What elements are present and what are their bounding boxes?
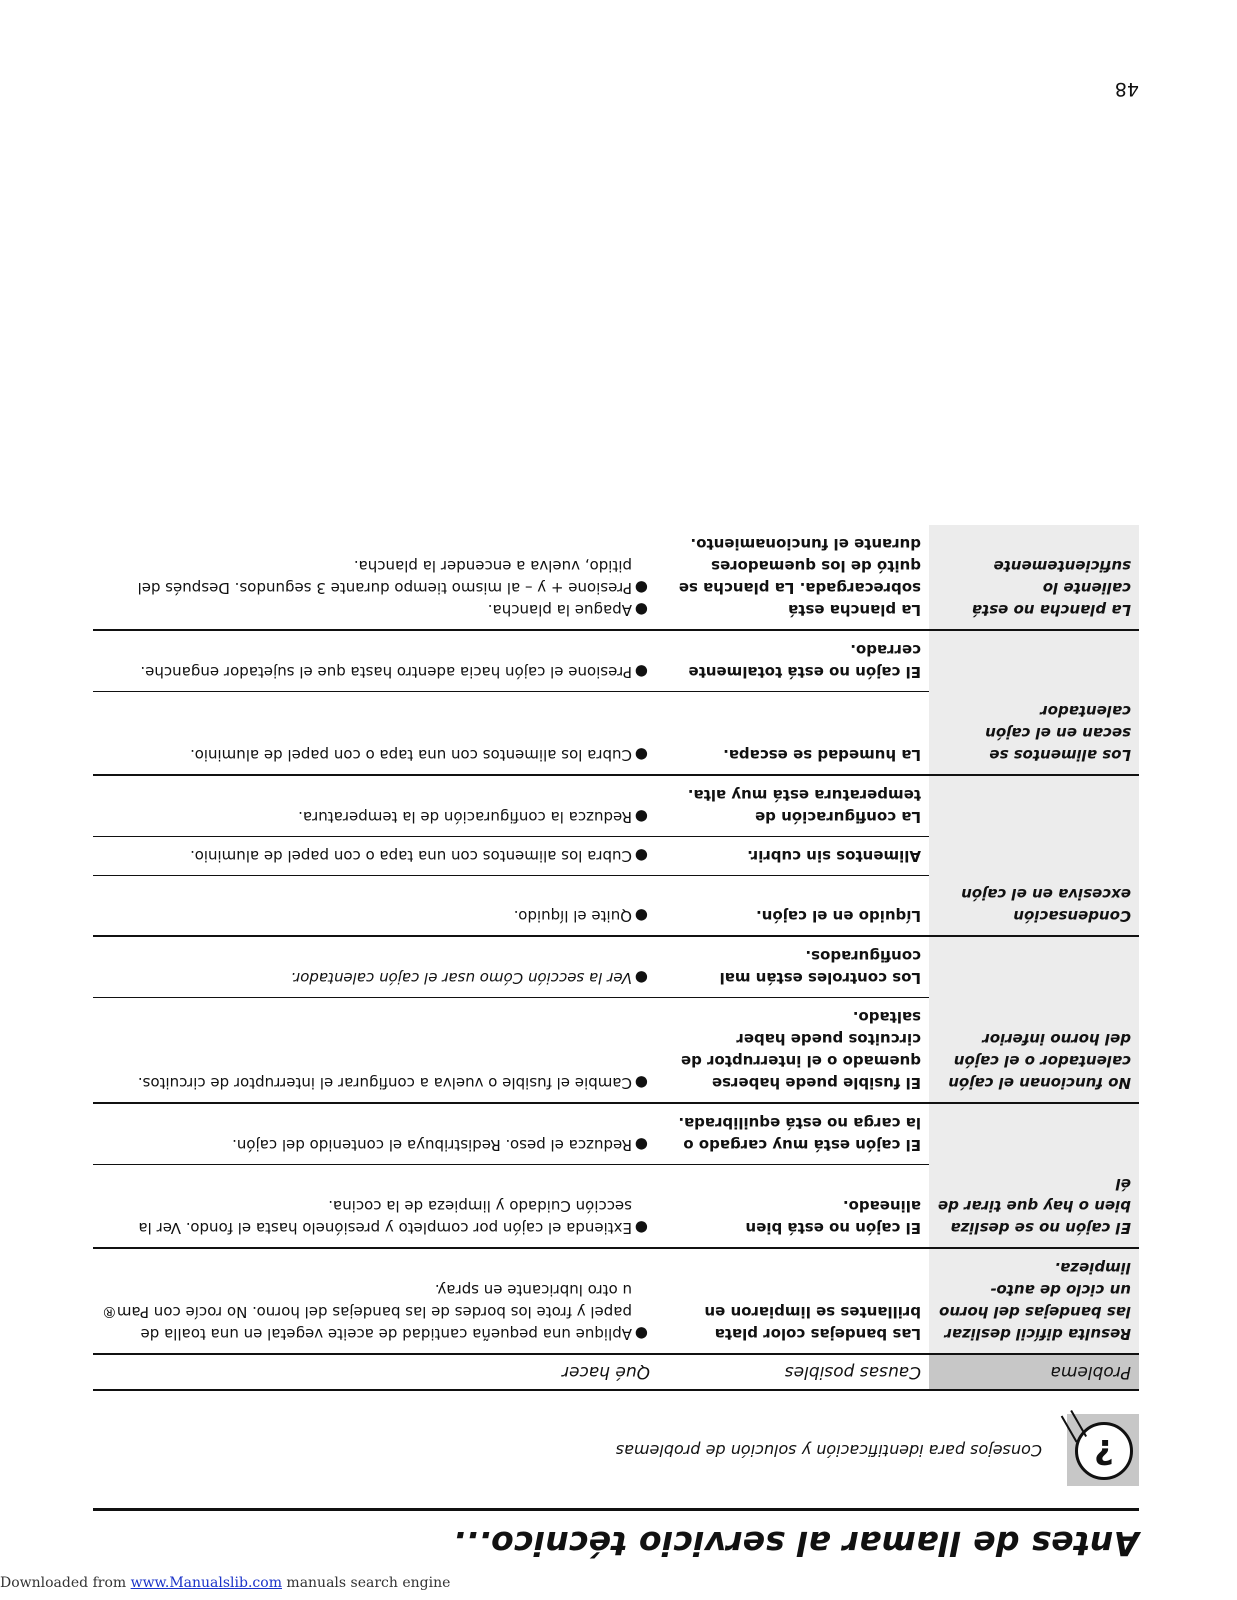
todo-text: Quite el líquido. [513,907,632,926]
problem-cell: El cajón no se desliza bien o hay que tirar de él [929,1165,1139,1248]
cause-cell: Alimentos sin cubrir. [658,837,929,876]
troubleshooting-table [93,526,1139,1392]
bullet-icon: ● [634,1136,648,1155]
todo-text: Reduzca el peso. Redistribuya el contenido del cajón. [232,1136,632,1155]
problem-cell: Resulta difícil deslizar las bandejas del horno un ciclo de auto-limpieza. [929,1248,1139,1354]
todo-text: Aplique una pequeña cantidad de aceite vegetal en una toalla de papel y frote los bordes de las bandejas del horno. No rocíe con Pam® u otro lubricante en spray. [101,1281,632,1343]
problem-cell: Condensación excesiva en el cajón [929,876,1139,937]
table-row [93,1104,1139,1166]
page-number: 48 [1114,78,1139,100]
bullet-icon: ● [634,907,648,926]
bullet-icon: ● [634,1219,648,1237]
question-mark-icon: ? [1075,1422,1133,1480]
cause-cell: El cajón está muy cargado o la carga no está equilibrada. [658,1104,929,1166]
download-footer [0,1575,450,1591]
problem-cell: La plancha no está caliente lo suficientemente [929,526,1139,631]
troubleshooting-badge [1067,1414,1139,1486]
cause-cell: Los controles están mal configurados. [658,937,929,999]
todo-text: Cubra los alimentos con una tapa o con papel de aluminio. [190,847,632,865]
bullet-icon: ● [634,847,648,865]
table-row [93,998,1139,1104]
todo-cell [93,631,658,693]
header-todo: Qué hacer [93,1354,658,1390]
todo-cell [93,775,658,837]
problem-cell [929,631,1139,693]
todo-text: Ver la sección Cómo usar el cajón calentador. [290,969,632,988]
bullet-icon: ● [634,969,648,988]
todo-text: Reduzca la configuración de la temperatura. [298,808,632,826]
table-row [93,692,1139,775]
header-cause: Causas posibles [658,1354,929,1390]
todo-text: Cubra los alimentos con una tapa o con papel de aluminio. [190,746,632,764]
footer-suffix: manuals search engine [281,1575,451,1591]
todo-cell [93,1248,658,1354]
todo-text-2: Presione + y – al mismo tiempo durante 3 segundos. Después del pitido, vuelva a encender la plancha. [137,557,632,598]
cause-cell: La humedad se escapa. [658,692,929,775]
problem-cell: No funcionan el cajón calentador o el cajón del horno inferior [929,998,1139,1104]
problem-cell: Los alimentos se secan en el cajón calentador [929,692,1139,775]
manualslib-link[interactable]: www.Manualslib.com [130,1575,282,1591]
problem-cell [929,837,1139,876]
problem-cell [929,1104,1139,1166]
todo-cell [93,998,658,1104]
cause-cell: El cajón no está bien alineado. [658,1165,929,1248]
todo-text: Presione el cajón hacia adentro hasta que el sujetador enganche. [140,663,632,682]
cause-cell: La configuración de temperatura está muy alta. [658,775,929,837]
table-row [93,837,1139,876]
todo-cell [93,837,658,876]
table-row [93,876,1139,937]
title-divider [93,1508,1139,1511]
page-title: Antes de llamar al servicio técnico... [452,1524,1139,1563]
bullet-icon: ● [634,601,648,620]
header-problem: Problema [929,1354,1139,1390]
bullet-icon: ● [634,808,648,826]
table-row [93,1165,1139,1248]
bullet-icon: ● [634,579,648,598]
table-row [93,937,1139,999]
table-row [93,526,1139,631]
cause-cell: La plancha está sobrecargada. La plancha se quitó de los quemadores durante el funcionamiento. [678,535,921,620]
footer-prefix: Downloaded from [0,1575,131,1591]
problem-cell [929,775,1139,837]
todo-cell [93,526,658,631]
todo-cell [93,1104,658,1166]
todo-text: Cambie el fusible o vuelva a configurar el interruptor de circuitos. [137,1074,632,1093]
problem-cell [929,937,1139,999]
table-row [93,775,1139,837]
page-subtitle: Consejos para identificación y solución de problemas [615,1441,1042,1460]
cause-cell: El fusible puede haberse quemado o el interruptor de circuitos puede haber saltado. [658,998,929,1104]
bullet-icon: ● [634,1074,648,1093]
bullet-icon: ● [634,1325,648,1343]
cause-cell: Líquido en el cajón. [658,876,929,937]
table-row [93,1248,1139,1354]
bullet-icon: ● [634,746,648,764]
todo-text: Extienda el cajón por completo y presiónelo hasta el fondo. Ver la sección Cuidado y limpieza de la cocina. [138,1197,632,1237]
todo-cell [93,1165,658,1248]
cause-cell: El cajón no está totalmente cerrado. [658,631,929,693]
magnifier-handle-icon [1061,1410,1087,1442]
todo-cell [93,876,658,937]
todo-cell [93,937,658,999]
cause-cell: Las bandejas color plata brillantes se limpiaron en [658,1248,929,1354]
bullet-icon: ● [634,663,648,682]
todo-text: Apague la plancha. [487,601,632,620]
table-row [93,631,1139,693]
table-header-row [93,1354,1139,1390]
todo-cell [93,692,658,775]
